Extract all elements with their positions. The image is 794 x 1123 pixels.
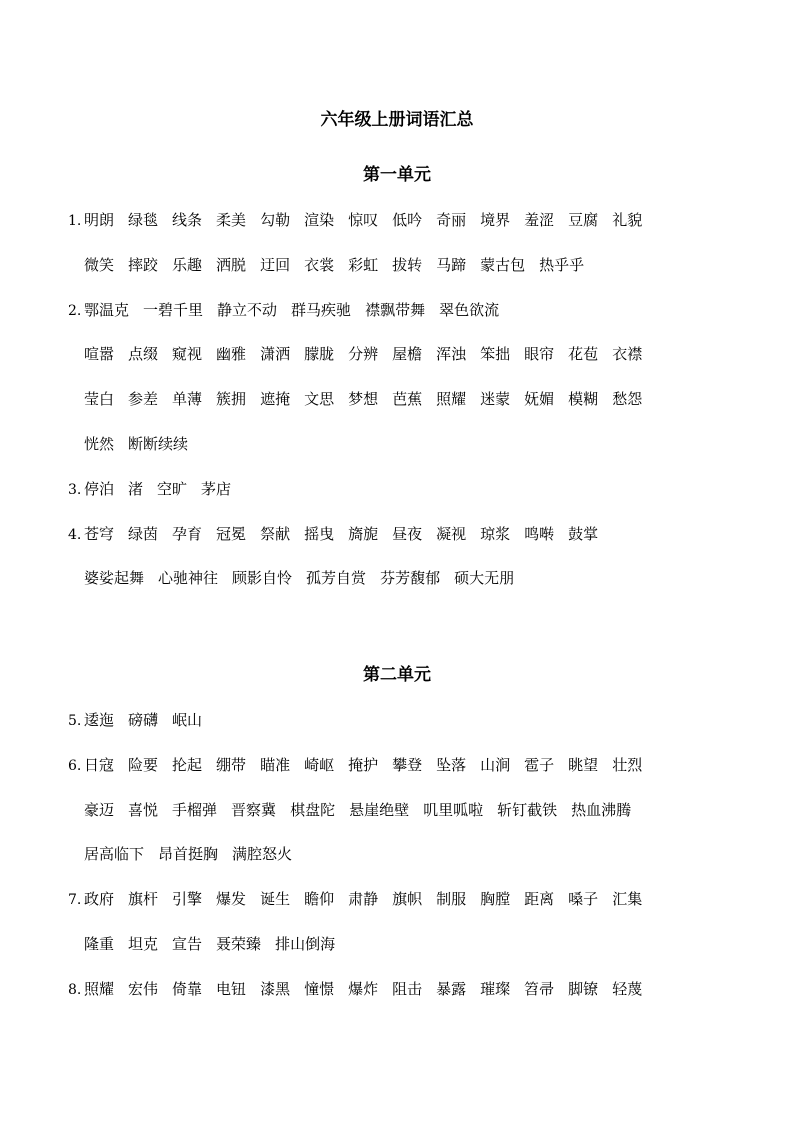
vocabulary-word: 旗杆 (128, 890, 159, 909)
vocabulary-word: 山涧 (480, 755, 511, 774)
vocabulary-word: 险要 (128, 755, 159, 774)
vocabulary-word: 倚靠 (172, 979, 203, 998)
vocabulary-word: 悬崖绝壁 (349, 800, 410, 819)
vocabulary-word: 豪迈 (84, 800, 115, 819)
vocabulary-word: 窥视 (172, 345, 203, 364)
vocabulary-word: 抡起 (172, 755, 203, 774)
vocabulary-word: 低吟 (392, 211, 423, 229)
vocabulary-word: 照耀 (84, 979, 115, 998)
word-group-line (68, 210, 656, 231)
word-group-continuation-line (84, 434, 202, 454)
word-group-continuation-line (84, 389, 656, 409)
vocabulary-word: 嗓子 (568, 890, 599, 909)
vocabulary-word: 凝视 (436, 524, 467, 543)
vocabulary-word: 群马疾驰 (291, 300, 352, 319)
vocabulary-word: 汇集 (612, 890, 643, 909)
vocabulary-word: 蒙古包 (480, 255, 526, 274)
vocabulary-word: 喧嚣 (84, 345, 115, 364)
vocabulary-word: 停泊 (84, 479, 115, 498)
vocabulary-word: 衣裳 (304, 255, 335, 274)
vocabulary-word: 柔美 (216, 211, 247, 229)
vocabulary-word: 笨拙 (480, 345, 511, 364)
vocabulary-word: 肃静 (348, 890, 379, 909)
vocabulary-word: 憧憬 (304, 979, 335, 998)
word-group-continuation-line (84, 800, 645, 820)
vocabulary-word: 轻蔑 (612, 979, 643, 998)
vocabulary-word: 叽里呱啦 (423, 800, 484, 819)
vocabulary-word: 境界 (480, 211, 511, 229)
word-group-continuation-line (84, 934, 349, 954)
vocabulary-word: 孤芳自赏 (306, 569, 367, 588)
vocabulary-word: 恍然 (84, 435, 115, 453)
vocabulary-word: 眺望 (568, 755, 599, 774)
group-number: 3. (68, 481, 82, 498)
vocabulary-word: 距离 (524, 890, 555, 909)
vocabulary-word: 衣襟 (612, 345, 643, 364)
vocabulary-word: 茅店 (201, 479, 232, 498)
vocabulary-word: 摔跤 (128, 255, 159, 274)
unit-heading: 第一单元 (363, 165, 431, 185)
vocabulary-word: 喜悦 (128, 800, 159, 819)
vocabulary-word: 满腔怒火 (232, 845, 293, 864)
vocabulary-word: 断断续续 (128, 435, 189, 453)
vocabulary-word: 迂回 (260, 255, 291, 274)
vocabulary-word: 漆黑 (260, 979, 291, 998)
vocabulary-word: 昼夜 (392, 524, 423, 543)
vocabulary-word: 诞生 (260, 890, 291, 909)
vocabulary-word: 引擎 (172, 890, 203, 909)
vocabulary-word: 热血沸腾 (571, 800, 632, 819)
vocabulary-word: 磅礴 (128, 711, 159, 729)
vocabulary-word: 莹白 (84, 390, 115, 409)
vocabulary-word: 宣告 (172, 935, 203, 953)
vocabulary-word: 绿茵 (128, 524, 159, 543)
vocabulary-word: 爆炸 (348, 979, 379, 998)
vocabulary-word: 瞻仰 (304, 890, 335, 909)
vocabulary-word: 照耀 (436, 390, 467, 409)
vocabulary-word: 岷山 (172, 711, 203, 729)
group-number: 1. (68, 213, 82, 229)
vocabulary-word: 遮掩 (260, 390, 291, 409)
vocabulary-word: 奇丽 (436, 211, 467, 229)
vocabulary-word: 一碧千里 (143, 300, 204, 319)
vocabulary-word: 空旷 (157, 479, 188, 498)
group-number: 4. (68, 526, 82, 543)
vocabulary-word: 参差 (128, 390, 159, 409)
vocabulary-word: 绿毯 (128, 211, 159, 229)
word-group-line (68, 755, 656, 776)
vocabulary-word: 心驰神往 (158, 569, 219, 588)
vocabulary-word: 明朗 (84, 211, 115, 229)
vocabulary-word: 豆腐 (568, 211, 599, 229)
word-group-line (68, 300, 513, 321)
vocabulary-word: 花苞 (568, 345, 599, 364)
group-number: 8. (68, 981, 82, 998)
vocabulary-word: 文思 (304, 390, 335, 409)
vocabulary-word: 鸣啭 (524, 524, 555, 543)
word-group-line (68, 979, 656, 1000)
vocabulary-word: 崎岖 (304, 755, 335, 774)
vocabulary-word: 暴露 (436, 979, 467, 998)
vocabulary-word: 壮烈 (612, 755, 643, 774)
vocabulary-word: 璀璨 (480, 979, 511, 998)
vocabulary-word: 晋察冀 (231, 800, 277, 819)
vocabulary-word: 妩媚 (524, 390, 555, 409)
vocabulary-word: 惊叹 (348, 211, 379, 229)
document-title: 六年级上册词语汇总 (320, 110, 474, 130)
vocabulary-word: 乐趣 (172, 255, 203, 274)
vocabulary-word: 梦想 (348, 390, 379, 409)
vocabulary-word: 逶迤 (84, 711, 115, 729)
vocabulary-word: 制服 (436, 890, 467, 909)
vocabulary-word: 幽雅 (216, 345, 247, 364)
vocabulary-word: 旖旎 (348, 524, 379, 543)
vocabulary-word: 马蹄 (436, 255, 467, 274)
vocabulary-word: 静立不动 (217, 300, 278, 319)
vocabulary-word: 单薄 (172, 390, 203, 409)
vocabulary-word: 点缀 (128, 345, 159, 364)
vocabulary-word: 婆娑起舞 (84, 569, 145, 588)
vocabulary-word: 聂荣臻 (216, 935, 262, 953)
vocabulary-word: 绷带 (216, 755, 247, 774)
vocabulary-word: 礼貌 (612, 211, 643, 229)
group-number: 2. (68, 302, 82, 319)
word-group-continuation-line (84, 344, 656, 364)
vocabulary-word: 模糊 (568, 390, 599, 409)
vocabulary-word: 隆重 (84, 935, 115, 953)
vocabulary-word: 拔转 (392, 255, 423, 274)
vocabulary-word: 迷蒙 (480, 390, 511, 409)
vocabulary-word: 硕大无朋 (454, 569, 515, 588)
group-number: 7. (68, 892, 82, 909)
vocabulary-word: 簇拥 (216, 390, 247, 409)
vocabulary-word: 冠冕 (216, 524, 247, 543)
vocabulary-word: 阻击 (392, 979, 423, 998)
vocabulary-word: 爆发 (216, 890, 247, 909)
vocabulary-word: 朦胧 (304, 345, 335, 364)
vocabulary-word: 鼓掌 (568, 524, 599, 543)
vocabulary-word: 芭蕉 (392, 390, 423, 409)
group-number: 6. (68, 757, 82, 774)
word-group-line (68, 710, 216, 731)
vocabulary-word: 苍穹 (84, 524, 115, 543)
vocabulary-word: 孕育 (172, 524, 203, 543)
vocabulary-word: 宏伟 (128, 979, 159, 998)
vocabulary-word: 电钮 (216, 979, 247, 998)
vocabulary-word: 掩护 (348, 755, 379, 774)
vocabulary-word: 屋檐 (392, 345, 423, 364)
vocabulary-word: 渚 (128, 479, 144, 498)
vocabulary-word: 热乎乎 (539, 255, 585, 274)
vocabulary-word: 胸膛 (480, 890, 511, 909)
vocabulary-word: 摇曳 (304, 524, 335, 543)
vocabulary-word: 坦克 (128, 935, 159, 953)
vocabulary-word: 襟飘带舞 (365, 300, 426, 319)
vocabulary-word: 琼浆 (480, 524, 511, 543)
word-group-continuation-line (84, 255, 598, 275)
vocabulary-word: 斩钉截铁 (497, 800, 558, 819)
word-group-line (68, 524, 612, 545)
vocabulary-word: 居高临下 (84, 845, 145, 864)
vocabulary-word: 分辨 (348, 345, 379, 364)
vocabulary-word: 日寇 (84, 755, 115, 774)
group-number: 5. (68, 713, 82, 729)
vocabulary-word: 笤帚 (524, 979, 555, 998)
vocabulary-word: 顾影自怜 (232, 569, 293, 588)
vocabulary-word: 坠落 (436, 755, 467, 774)
vocabulary-word: 祭献 (260, 524, 291, 543)
vocabulary-word: 渲染 (304, 211, 335, 229)
word-group-line (68, 479, 245, 500)
vocabulary-word: 彩虹 (348, 255, 379, 274)
vocabulary-word: 浑浊 (436, 345, 467, 364)
vocabulary-word: 脚镣 (568, 979, 599, 998)
vocabulary-word: 昂首挺胸 (158, 845, 219, 864)
vocabulary-word: 翠色欲流 (439, 300, 500, 319)
vocabulary-word: 羞涩 (524, 211, 555, 229)
vocabulary-word: 旗帜 (392, 890, 423, 909)
word-group-continuation-line (84, 568, 528, 588)
vocabulary-word: 线条 (172, 211, 203, 229)
unit-heading: 第二单元 (363, 665, 431, 685)
vocabulary-word: 政府 (84, 890, 115, 909)
vocabulary-word: 棋盘陀 (290, 800, 336, 819)
vocabulary-word: 微笑 (84, 255, 115, 274)
vocabulary-word: 愁怨 (612, 390, 643, 409)
vocabulary-word: 排山倒海 (275, 935, 336, 953)
vocabulary-word: 攀登 (392, 755, 423, 774)
vocabulary-word: 洒脱 (216, 255, 247, 274)
vocabulary-word: 手榴弹 (172, 800, 218, 819)
vocabulary-word: 眼帘 (524, 345, 555, 364)
vocabulary-word: 芬芳馥郁 (380, 569, 441, 588)
vocabulary-word: 雹子 (524, 755, 555, 774)
vocabulary-word: 鄂温克 (84, 300, 130, 319)
vocabulary-word: 潇洒 (260, 345, 291, 364)
word-group-continuation-line (84, 844, 306, 864)
word-group-line (68, 889, 656, 910)
vocabulary-word: 勾勒 (260, 211, 291, 229)
vocabulary-word: 瞄准 (260, 755, 291, 774)
